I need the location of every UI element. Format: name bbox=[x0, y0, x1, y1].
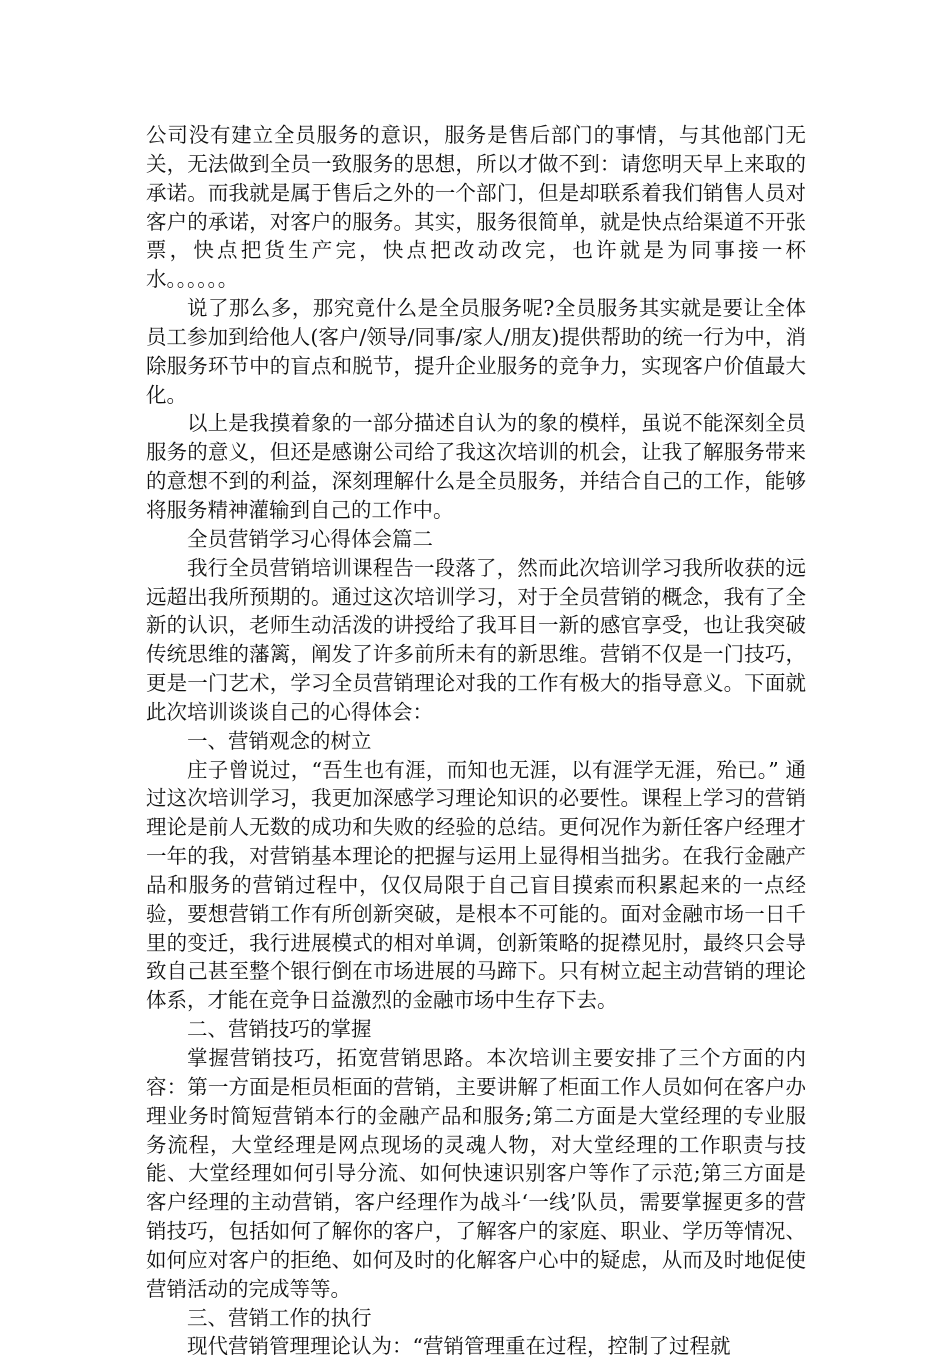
heading-marketing-skills: 二、营销技巧的掌握 bbox=[187, 1017, 372, 1042]
paragraph-training-intro: 我行全员营销培训课程告一段落了，然而此次培训学习我所收获的远远超出我所预期的。通过这次培训学习，对于全员营销的概念，我有了全新的认识，老师生动活泼的讲授给了我耳目一新的感官享受，也让我突破传统思维的藩篱，阐发了许多前所未有的新思维。营销不仅是一门技巧，更是一门艺术，学习全员营销理论对我的工作有极大的指导意义。下面就此次培训谈谈自己的心得体会： bbox=[146, 555, 806, 724]
paragraph-full-service-definition: 说了那么多，那究竟什么是全员服务呢?全员服务其实就是要让全体员工参加到给他人(客户/领导/同事/家人/朋友)提供帮助的统一行为中，消除服务环节中的盲点和脱节，提升企业服务的竞争力，实现客户价值最大化。 bbox=[146, 296, 806, 407]
paragraph-marketing-skills: 掌握营销技巧，拓宽营销思路。本次培训主要安排了三个方面的内容：第一方面是柜员柜面的营销，主要讲解了柜面工作人员如何在客户办理业务时简短营销本行的金融产品和服务;第二方面是大堂经理的专业服务流程，大堂经理是网点现场的灵魂人物，对大堂经理的工作职责与技能、大堂经理如何引导分流、如何快速识别客户等作了示范;第三方面是客户经理的主动营销，客户经理作为战斗‘一线’队员，需要掌握更多的营销技巧，包括如何了解你的客户，了解客户的家庭、职业、学历等情况、如何应对客户的拒绝、如何及时的化解客户心中的疑虑，从而及时地促使营销活动的完成等等。 bbox=[146, 1046, 806, 1301]
paragraph-full-service-awareness: 公司没有建立全员服务的意识，服务是售后部门的事情，与其他部门无关，无法做到全员一致服务的思想，所以才做不到：请您明天早上来取的承诺。而我就是属于售后之外的一个部门，但是却联系着我们销售人员对客户的承诺，对客户的服务。其实，服务很简单，就是快点给渠道不开张票，快点把货生产完，快点把改动改完，也许就是为同事接一杯水。。。。。。 bbox=[146, 123, 806, 292]
document-page bbox=[146, 121, 806, 1361]
paragraph-marketing-concept: 庄子曾说过，“吾生也有涯，而知也无涯，以有涯学无涯，殆已。” 通过这次培训学习，我更加深感学习理论知识的必要性。课程上学习的营销理论是前人无数的成功和失败的经验的总结。更何况作为新任客户经理才一年的我，对营销基本理论的把握与运用上显得相当拙劣。在我行金融产品和服务的营销过程中，仅仅局限于自己盲目摸索而积累起来的一点经验，要想营销工作有所创新突破，是根本不可能的。面对金融市场一日千里的变迁，我行进展模式的相对单调，创新策略的捉襟见肘，最终只会导致自己甚至整个银行倒在市场进展的马蹄下。只有树立起主动营销的理论体系，才能在竞争日益激烈的金融市场中生存下去。 bbox=[146, 757, 806, 1013]
paragraph-training-thanks: 以上是我摸着象的一部分描述自认为的象的模样，虽说不能深刻全员服务的意义，但还是感谢公司给了我这次培训的机会，让我了解服务带来的意想不到的利益，深刻理解什么是全员服务，并结合自己的工作，能够将服务精神灌输到自己的工作中。 bbox=[146, 411, 806, 522]
heading-marketing-execution: 三、营销工作的执行 bbox=[187, 1305, 372, 1330]
heading-marketing-concept: 一、营销观念的树立 bbox=[187, 728, 372, 753]
paragraph-marketing-execution: 现代营销管理理论认为：“营销管理重在过程，控制了过程就 bbox=[187, 1334, 731, 1359]
section-title-part-two: 全员营销学习心得体会篇二 bbox=[187, 526, 433, 551]
